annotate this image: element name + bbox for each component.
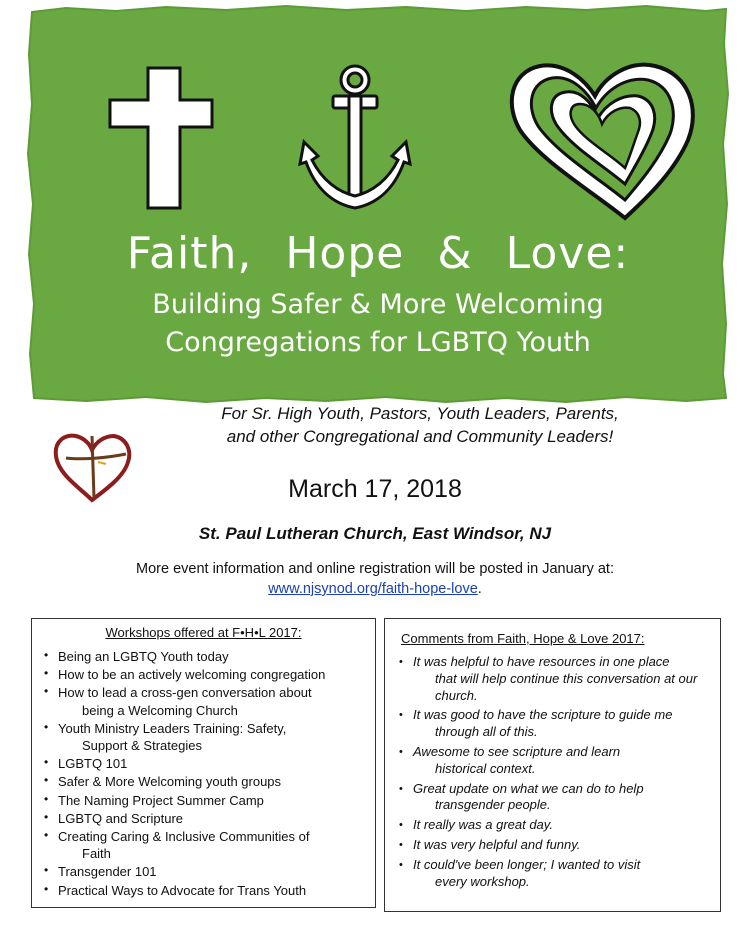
banner-subtitle: [33, 286, 723, 362]
bullet-icon: •: [44, 648, 49, 662]
workshops-heading: Workshops offered at F•H•L 2017:: [105, 625, 302, 640]
cross-icon: [110, 68, 212, 208]
workshop-item-continuation: being a Welcoming Church: [82, 702, 238, 718]
registration-link-line: [0, 579, 750, 599]
subtitle-line-2: Congregations for LGBTQ Youth: [165, 327, 591, 358]
comment-item-text: It was helpful to have resources in one place: [413, 654, 670, 669]
comment-item-continuation: every workshop.: [435, 873, 530, 889]
comment-item-continuation: historical context.: [435, 760, 536, 776]
workshop-item-text: Being an LGBTQ Youth today: [58, 649, 229, 664]
workshop-item-text: Creating Caring & Inclusive Communities of: [58, 829, 310, 845]
bullet-icon: •: [44, 863, 49, 878]
comment-item-continuation: through all of this.: [435, 724, 538, 740]
bullet-icon: •: [399, 858, 403, 871]
anchor-icon: [300, 66, 410, 208]
banner-icons: [0, 0, 750, 240]
bullet-icon: •: [399, 709, 403, 722]
workshop-item: [42, 648, 375, 665]
comment-item-text: Awesome to see scripture and learn: [413, 743, 621, 759]
workshop-item: [42, 773, 375, 790]
comments-heading: Comments from Faith, Hope & Love 2017:: [401, 631, 645, 646]
workshop-item-text: The Naming Project Summer Camp: [58, 792, 264, 808]
workshop-item: [42, 863, 375, 880]
workshop-item-text: LGBTQ 101: [58, 756, 128, 772]
comments-box: [384, 618, 721, 912]
workshop-item-continuation: Support & Strategies: [82, 738, 202, 754]
comment-item: [399, 837, 720, 854]
comment-item-text: It could've been longer; I wanted to visit: [413, 856, 641, 872]
bullet-icon: •: [399, 745, 403, 758]
comment-item: [399, 857, 720, 891]
comment-item: [399, 654, 720, 704]
audience-line-2: and other Congregational and Community Leaders!: [226, 427, 614, 446]
event-date: March 17, 2018: [288, 475, 462, 503]
workshop-item: [42, 666, 375, 683]
bullet-icon: •: [44, 684, 49, 699]
comment-item: [399, 707, 720, 741]
workshop-item: [42, 720, 375, 754]
workshop-item-text: Youth Ministry Leaders Training: Safety,: [58, 720, 287, 736]
more-info: [0, 559, 750, 599]
registration-link[interactable]: www.njsynod.org/faith-hope-love: [268, 581, 478, 597]
bullet-icon: •: [44, 881, 49, 896]
heart-icon: [512, 65, 693, 218]
banner-title: Faith, Hope & Love:: [126, 228, 630, 279]
workshop-item-text: Safer & More Welcoming youth groups: [58, 774, 282, 790]
workshop-item: [42, 882, 375, 899]
comment-item: [399, 781, 720, 815]
comment-item-continuation: transgender people.: [435, 797, 551, 813]
workshop-item-text: Transgender 101: [58, 864, 157, 880]
workshop-item-text: Practical Ways to Advocate for Trans Youth: [58, 882, 307, 898]
bullet-icon: •: [399, 656, 403, 668]
workshop-item: [42, 810, 375, 827]
link-suffix: .: [477, 581, 482, 597]
audience-line-1: For Sr. High Youth, Pastors, Youth Leaders, Parents,: [221, 404, 619, 423]
comment-item-text: Great update on what we can do to help: [413, 780, 644, 796]
bullet-icon: •: [44, 755, 49, 770]
workshop-item: [42, 828, 375, 862]
comment-item: [399, 817, 720, 834]
comment-item-text: It was good to have the scripture to guide me: [413, 707, 673, 723]
comment-item: [399, 744, 720, 778]
bullet-icon: •: [44, 773, 49, 788]
info-line: More event information and online registration will be posted in January at:: [136, 561, 614, 577]
bullet-icon: •: [399, 819, 403, 832]
workshop-item-text: LGBTQ and Scripture: [58, 810, 183, 826]
comments-list: [385, 654, 720, 890]
workshops-list: [32, 648, 375, 899]
bullet-icon: •: [44, 828, 49, 843]
workshop-item: [42, 755, 375, 772]
bullet-icon: •: [44, 809, 49, 824]
workshop-item-text: How to be an actively welcoming congregation: [58, 667, 326, 683]
workshops-box: [31, 618, 376, 908]
workshop-item: [42, 684, 375, 718]
workshop-item: [42, 792, 375, 809]
bullet-icon: •: [44, 666, 49, 681]
bullet-icon: •: [44, 791, 49, 806]
comment-item-text: It really was a great day.: [413, 817, 553, 833]
bullet-icon: •: [44, 719, 49, 734]
workshop-item-continuation: Faith: [82, 846, 111, 862]
bullet-icon: •: [399, 782, 403, 795]
comment-item-continuation: that will help continue this conversation at our church.: [435, 670, 698, 703]
subtitle-line-1: Building Safer & More Welcoming: [152, 289, 604, 320]
event-location: St. Paul Lutheran Church, East Windsor, NJ: [198, 524, 552, 543]
workshop-item-text: How to lead a cross-gen conversation about: [58, 685, 312, 701]
comment-item-text: It was very helpful and funny.: [413, 836, 581, 852]
bullet-icon: •: [399, 838, 403, 851]
audience-text: [130, 402, 710, 448]
